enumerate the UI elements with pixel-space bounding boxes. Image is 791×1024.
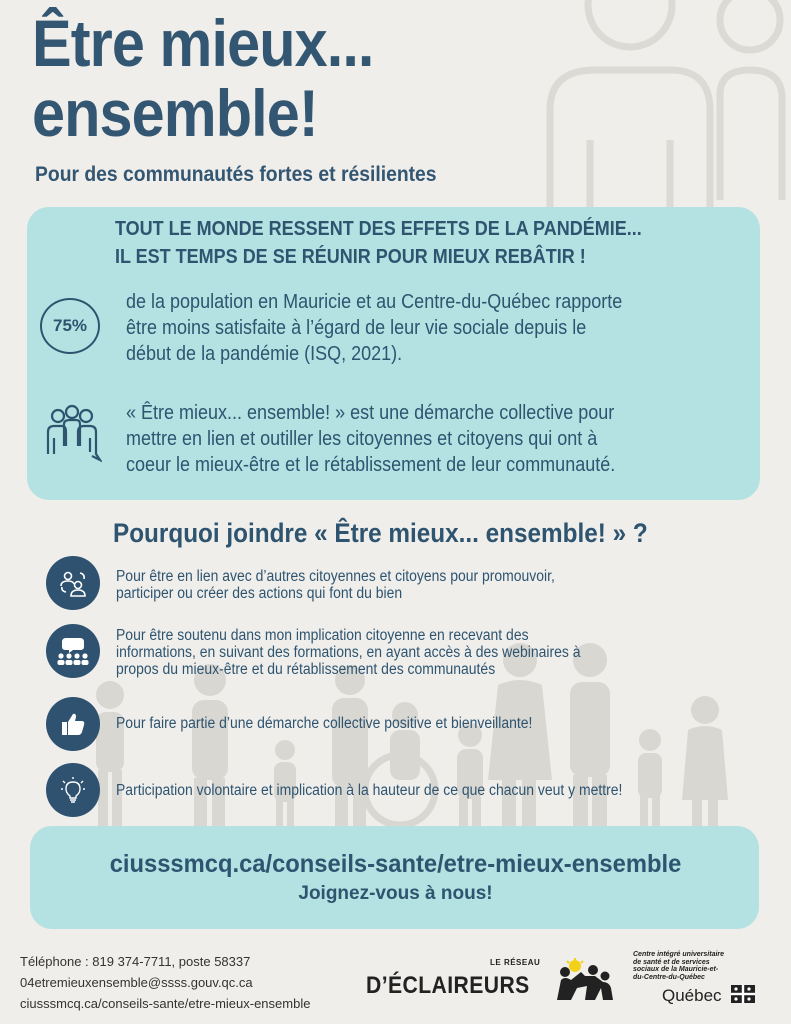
reason-line: Participation volontaire et implication à la hauteur de ce que chacun veut y mettre!	[116, 782, 623, 799]
stat-line: être moins satisfaite à l’égard de leur vie sociale depuis le	[126, 317, 587, 339]
reason-line: Pour être soutenu dans mon implication citoyenne en recevant des	[116, 627, 529, 644]
reason-collective	[116, 715, 532, 732]
thumbs-up-icon	[46, 697, 100, 751]
page-subtitle: Pour des communautés fortes et résilientes	[35, 163, 437, 186]
people-connect-icon	[46, 556, 100, 610]
ciusss-logo-text: Centre intégré universitaire de santé et de services sociaux de la Mauricie-et-du-Centre-du-Québec	[633, 951, 725, 981]
join-us-label: Joignez-vous à nous!	[298, 883, 493, 904]
why-join-heading: Pourquoi joindre « Être mieux... ensemble! » ?	[113, 518, 648, 548]
title-line-1: Être mieux...	[32, 6, 374, 80]
initiative-description	[126, 400, 615, 478]
headline-line-2: IL EST TEMPS DE SE RÉUNIR POUR MIEUX REBÂTIR !	[115, 246, 586, 268]
page-title	[32, 8, 374, 148]
group-discussion-icon	[46, 624, 100, 678]
reason-line: participer ou créer des actions qui font du bien	[116, 585, 403, 602]
headline-line-1: TOUT LE MONDE RESSENT DES EFFETS DE LA PANDÉMIE...	[115, 218, 642, 240]
phone-number: Téléphone : 819 374-7711, poste 58337	[20, 954, 251, 969]
reason-line: informations, en suivant des formations, en ayant accès à des webinaires à	[116, 644, 581, 661]
reason-line: Pour faire partie d’une démarche collective positive et bienveillante!	[116, 715, 533, 732]
intro-line: mettre en lien et outiller les citoyennes et citoyens qui ont à	[126, 428, 598, 450]
intro-line: coeur le mieux-être et le rétablissement de leur communauté.	[126, 454, 616, 476]
reason-support	[116, 627, 580, 678]
website-footer-link[interactable]: ciusssmcq.ca/conseils-sante/etre-mieux-ensemble	[20, 996, 311, 1011]
community-group-icon	[42, 402, 102, 464]
reason-line: Pour être en lien avec d’autres citoyennes et citoyens pour promouvoir,	[116, 568, 555, 585]
website-link[interactable]: ciusssmcq.ca/conseils-sante/etre-mieux-ensemble	[109, 850, 682, 878]
stat-line: début de la pandémie (ISQ, 2021).	[126, 343, 403, 365]
panel-headline	[115, 215, 642, 271]
quebec-flag-icon	[731, 985, 755, 1003]
title-line-2: ensemble!	[32, 76, 318, 150]
stat-badge: 75%	[40, 298, 100, 354]
network-logo-small-text: LE RÉSEAU	[490, 958, 541, 967]
stat-description	[126, 289, 622, 367]
reason-line: propos du mieux-être et du rétablissement des communautés	[116, 661, 496, 678]
lightbulb-icon	[46, 763, 100, 817]
reason-voluntary	[116, 782, 622, 799]
stat-line: de la population en Mauricie et au Centre-du-Québec rapporte	[126, 291, 623, 313]
quebec-logo-text: Québec	[662, 986, 722, 1005]
network-logo-name: D’ÉCLAIREURS	[366, 972, 530, 999]
email-link[interactable]: 04etremieuxensemble@ssss.gouv.qc.ca	[20, 975, 253, 990]
network-people-logo-icon	[555, 958, 615, 1002]
reason-connect	[116, 568, 555, 602]
intro-line: « Être mieux... ensemble! » est une démarche collective pour	[126, 402, 615, 424]
